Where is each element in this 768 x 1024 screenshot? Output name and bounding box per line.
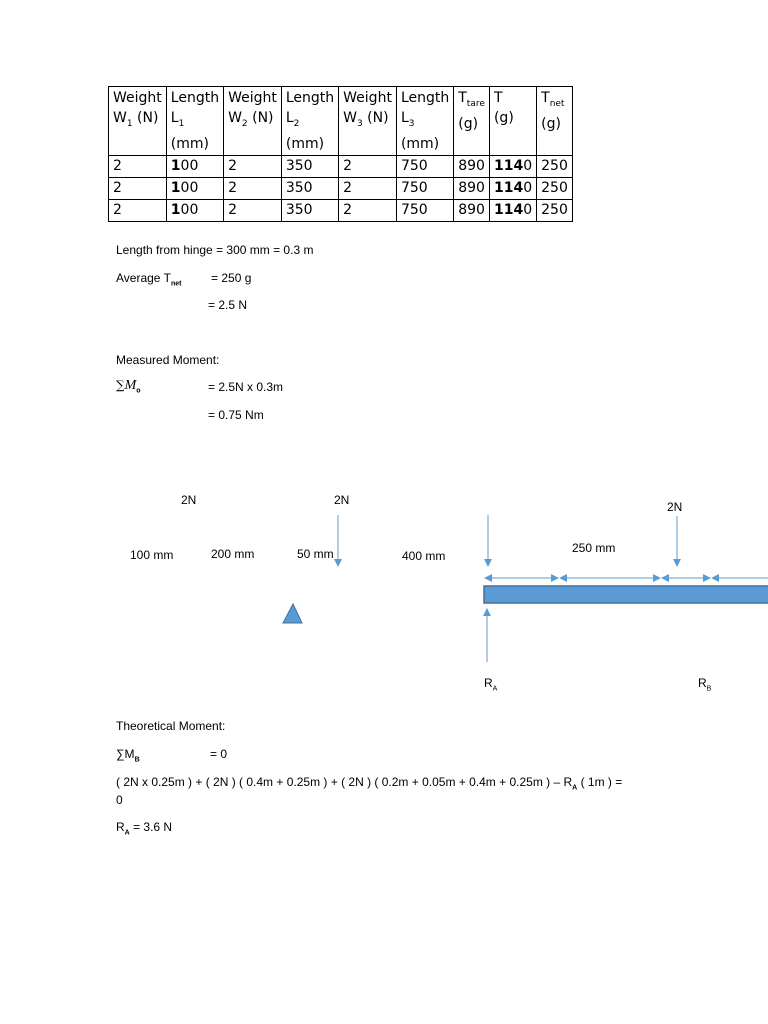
ra-result (116, 820, 172, 836)
header-text: $W_1$ (N) (113, 110, 159, 129)
moment-equation-line2: 0 (116, 793, 123, 807)
sum-symbol: ∑ (116, 378, 125, 392)
average-label-text: Average T (116, 271, 171, 285)
header-weight-w2 (224, 87, 282, 156)
dimension-100mm: 100 mm (130, 548, 174, 562)
header-length-l2 (281, 87, 338, 156)
equation-text: ( 2N x 0.25m ) + ( 2N ) ( 0.4m + 0.25m ) + ( 2N ) ( 0.2m + 0.05m + 0.4m + 0.25m ) – R (116, 775, 573, 789)
header-weight-w3 (339, 87, 397, 156)
header-text: (g) (493, 110, 514, 126)
reaction-label-b (698, 676, 711, 692)
table-cell: 2 (224, 155, 282, 177)
table-header-row (109, 87, 573, 156)
header-text: Weight (113, 90, 162, 106)
measured-moment-symbol (116, 378, 141, 394)
dimension-200mm: 200 mm (211, 547, 255, 561)
dimension-400mm: 400 mm (402, 549, 446, 563)
theoretical-moment-heading: Theoretical Moment: (116, 719, 226, 733)
header-length-l1 (166, 87, 223, 156)
header-text: Length (285, 90, 335, 106)
header-text: $T_{net}$ (541, 90, 565, 109)
ra-value: = 3.6 N (129, 820, 173, 834)
header-text: $L_1$ (170, 110, 185, 129)
mb-value: = 0 (210, 747, 228, 761)
table-cell: 750 (396, 155, 453, 177)
table-row (109, 155, 573, 177)
mb-label (116, 747, 140, 763)
load-label-2: 2N (334, 493, 350, 507)
table-cell: 890 (454, 155, 490, 177)
header-text: Weight (228, 90, 277, 106)
equation-text-end: ( 1m ) = (577, 775, 623, 789)
header-text: (mm) (170, 135, 209, 152)
reaction-label-a (484, 676, 497, 692)
header-t (489, 87, 536, 156)
header-text: $W_3$ (N) (343, 110, 389, 129)
mb-sub: B (134, 756, 140, 764)
moment-equation-line1 (116, 775, 622, 791)
table-cell: 1140 (489, 199, 536, 221)
equation-sub: A (572, 784, 578, 792)
header-t-net (537, 87, 573, 156)
data-table (108, 86, 573, 222)
header-text: Length (170, 90, 220, 106)
table-cell: 1140 (489, 155, 536, 177)
table-row (109, 177, 573, 199)
load-label-3: 2N (667, 500, 683, 514)
reaction-a-sub: A (492, 685, 498, 693)
header-weight-w1 (109, 87, 167, 156)
measured-moment-heading: Measured Moment: (116, 353, 220, 367)
average-tnet-value-g: = 250 g (211, 271, 252, 285)
ra-text: R (116, 820, 125, 834)
table-cell: 890 (454, 177, 490, 199)
table-cell: 100 (166, 199, 223, 221)
load-label-1: 2N (181, 493, 197, 507)
header-text: (g) (541, 115, 561, 132)
table-cell: 100 (166, 155, 223, 177)
average-tnet-value-n: = 2.5 N (208, 298, 248, 312)
header-text: T (493, 90, 503, 106)
table-cell: 350 (281, 155, 338, 177)
table-cell: 890 (454, 199, 490, 221)
header-text: (g) (458, 115, 479, 132)
header-text: (mm) (400, 135, 440, 152)
table-cell: 2 (109, 199, 167, 221)
dimension-50mm: 50 mm (297, 547, 334, 561)
table-cell: 750 (396, 199, 453, 221)
table-cell: 250 (537, 177, 573, 199)
table-cell: 750 (396, 177, 453, 199)
ra-sub: A (124, 829, 130, 837)
header-text: $T_{tare}$ (458, 90, 485, 109)
table-cell: 350 (281, 199, 338, 221)
header-text: $L_2$ (285, 110, 300, 129)
table-cell: 350 (281, 177, 338, 199)
measured-moment-value2: = 0.75 Nm (208, 408, 264, 422)
table-cell: 2 (339, 155, 397, 177)
average-tnet-label (116, 271, 181, 287)
table-cell: 1140 (489, 177, 536, 199)
table-cell: 100 (166, 177, 223, 199)
header-text: $L_3$ (400, 110, 415, 129)
table-cell: 2 (109, 177, 167, 199)
table-cell: 2 (224, 199, 282, 221)
length-from-hinge: Length from hinge = 300 mm = 0.3 m (116, 243, 314, 257)
reaction-b-sub: B (706, 685, 712, 693)
average-label-sub: net (170, 280, 182, 288)
header-length-l3 (396, 87, 453, 156)
reaction-a-text: R (484, 676, 493, 690)
moment-sub: o (136, 387, 141, 395)
header-text: Weight (343, 90, 392, 106)
header-text: (mm) (285, 135, 325, 152)
header-text: $W_2$ (N) (228, 110, 274, 129)
table-cell: 2 (109, 155, 167, 177)
table-cell: 2 (339, 177, 397, 199)
header-t-tare (454, 87, 490, 156)
measured-moment-value1: = 2.5N x 0.3m (208, 380, 284, 394)
table-cell: 250 (537, 155, 573, 177)
header-text: Length (400, 90, 450, 106)
reaction-b-text: R (698, 676, 707, 690)
dimension-250mm: 250 mm (572, 541, 616, 555)
table-row (109, 199, 573, 221)
table-cell: 250 (537, 199, 573, 221)
beam (484, 586, 768, 603)
moment-symbol: M (124, 378, 137, 393)
table-cell: 2 (224, 177, 282, 199)
table-cell: 2 (339, 199, 397, 221)
mb-text: ∑M (116, 747, 135, 761)
support-triangle (283, 604, 302, 623)
